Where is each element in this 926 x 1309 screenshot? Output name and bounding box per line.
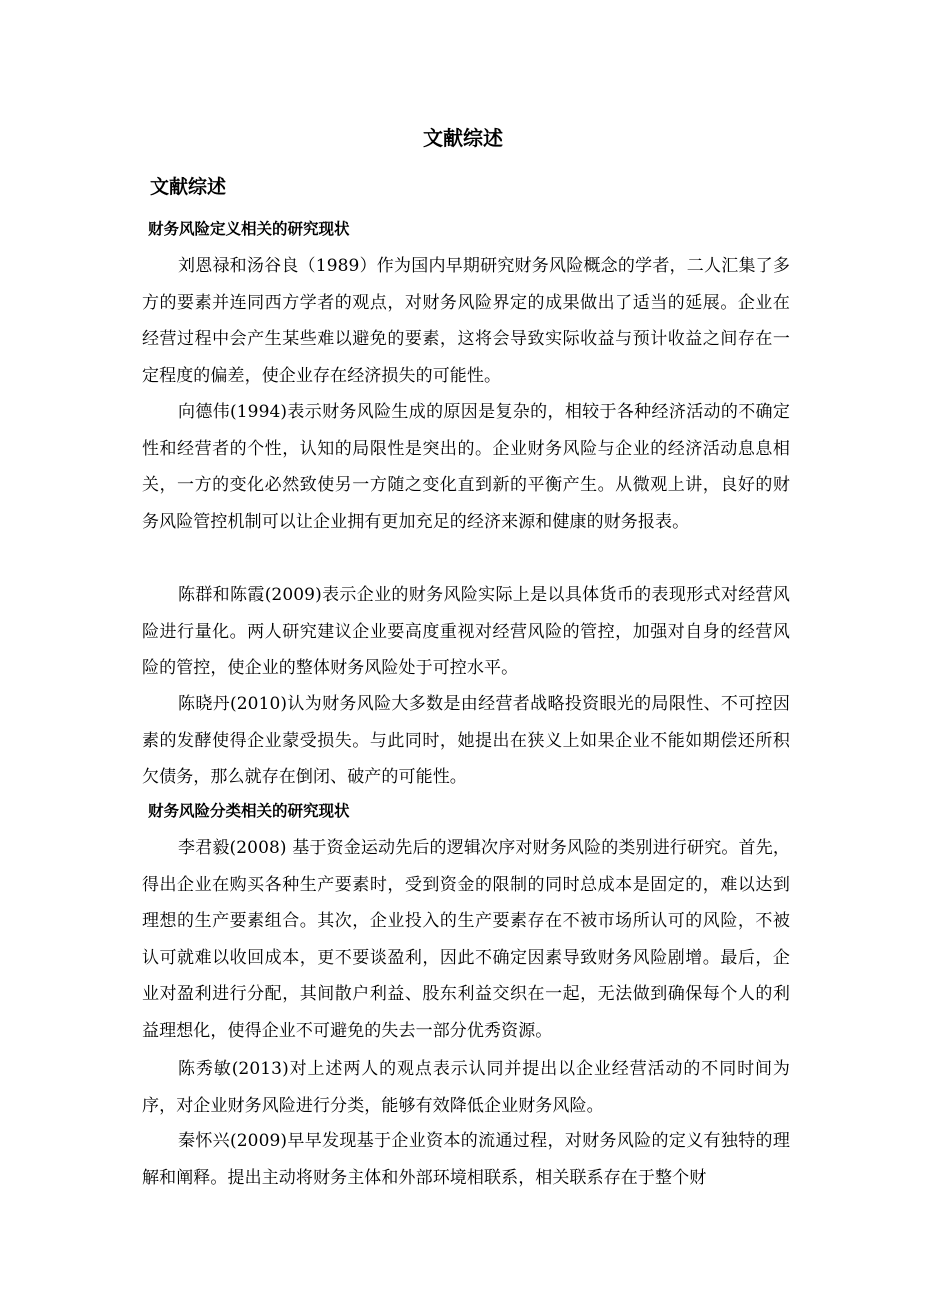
- document-title: 文献综述: [423, 126, 503, 150]
- subsection-heading-definition: 财务风险定义相关的研究现状: [148, 220, 350, 238]
- paragraph: 陈秀敏(2013)对上述两人的观点表示认同并提出以企业经营活动的不同时间为序，对企业财务风险进行分类，能够有效降低企业财务风险。: [142, 1059, 790, 1116]
- section-heading: 文献综述: [150, 176, 227, 198]
- paragraph: 秦怀兴(2009)早早发现基于企业资本的流通过程，对财务风险的定义有独特的理解和阐释。提出主动将财务主体和外部环境相联系，相关联系存在于整个财: [142, 1131, 790, 1188]
- paragraph: 陈群和陈霞(2009)表示企业的财务风险实际上是以具体货币的表现形式对经营风险进行量化。两人研究建议企业要高度重视对经营风险的管控，加强对自身的经营风险的管控，使企业的整体财务风险处于可控水平。: [142, 585, 790, 678]
- paragraph: 向德伟(1994)表示财务风险生成的原因是复杂的，相较于各种经济活动的不确定性和经营者的个性，认知的局限性是突出的。企业财务风险与企业的经济活动息息相关，一方的变化必然致使另一方随之变化直到新的平衡产生。从微观上讲，良好的财务风险管控机制可以让企业拥有更加充足的经济来源和健康的财务报表。: [142, 402, 790, 532]
- paragraph: 陈晓丹(2010)认为财务风险大多数是由经营者战略投资眼光的局限性、不可控因素的发酵使得企业蒙受损失。与此同时，她提出在狭义上如果企业不能如期偿还所积欠债务，那么就存在倒闭、破产的可能性。: [142, 694, 790, 787]
- subsection-heading-classification: 财务风险分类相关的研究现状: [148, 802, 350, 820]
- paragraph: 李君毅(2008) 基于资金运动先后的逻辑次序对财务风险的类别进行研究。首先，得出企业在购买各种生产要素时，受到资金的限制的同时总成本是固定的，难以达到理想的生产要素组合。其次，企业投入的生产要素存在不被市场所认可的风险，不被认可就难以收回成本，更不要谈盈利，因此不确定因素导致财务风险剧增。最后，企业对盈利进行分配，其间散户利益、股东利益交织在一起，无法做到确保每个人的利益理想化，使得企业不可避免的失去一部分优秀资源。: [142, 838, 790, 1041]
- paragraph: 刘恩禄和汤谷良（1989）作为国内早期研究财务风险概念的学者，二人汇集了多方的要素并连同西方学者的观点，对财务风险界定的成果做出了适当的延展。企业在经营过程中会产生某些难以避免的要素，这将会导致实际收益与预计收益之间存在一定程度的偏差，使企业存在经济损失的可能性。: [142, 256, 790, 386]
